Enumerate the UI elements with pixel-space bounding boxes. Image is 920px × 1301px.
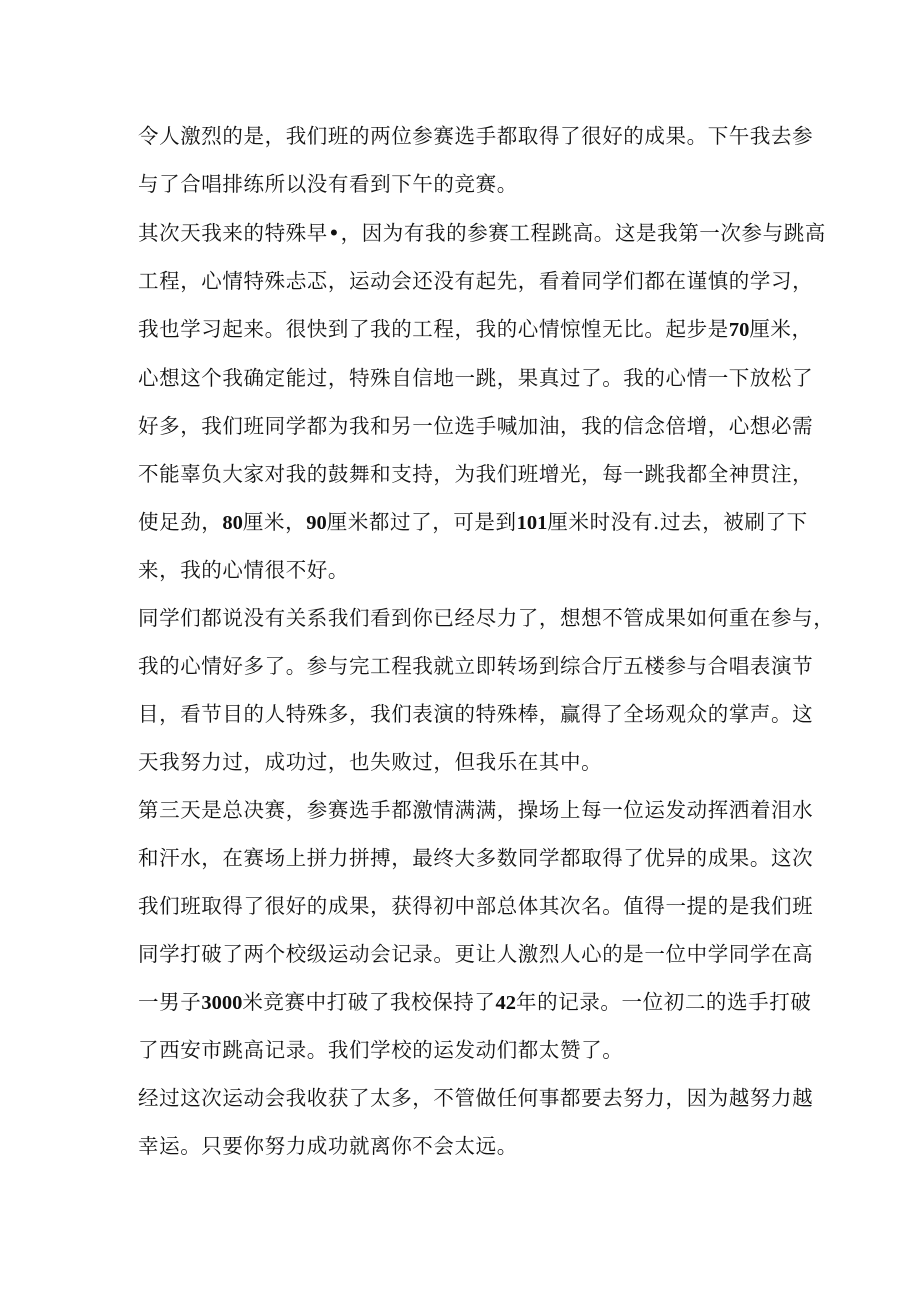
text-run: 幸运。只要你努力成功就离你不会太远。 xyxy=(138,1134,518,1158)
text-run: 我们班取得了很好的成果，获得初中部总体其次名。值得一提的是我们班 xyxy=(138,894,814,918)
text-run: 使足劲， xyxy=(138,510,223,534)
text-run: 了西安市跳高记录。我们学校的运发动们都太赞了。 xyxy=(138,1038,624,1062)
text-line xyxy=(138,1084,813,1112)
number-text: 70 xyxy=(728,319,750,341)
number-text: 90 xyxy=(306,512,327,534)
number-text: 80 xyxy=(222,512,243,534)
text-run: 厘米都过了，可是到 xyxy=(326,510,517,534)
text-line xyxy=(138,1036,623,1064)
text-line xyxy=(138,170,518,198)
text-run: 不能辜负大家对我的鼓舞和支持，为我们班增光，每一跳我都全神贯注， xyxy=(138,462,814,486)
text-run: 其次天我来的特殊早•，因为有我的参赛工程跳高。这是我第一次参与跳高 xyxy=(138,221,826,245)
text-run: 经过这次运动会我收获了太多，不管做任何事都要去努力，因为越努力越 xyxy=(138,1086,814,1110)
text-line xyxy=(138,844,813,872)
text-run: 我的心情好多了。参与完工程我就立即转场到综合厅五楼参与合唱表演节 xyxy=(138,654,814,678)
text-run: 心想这个我确定能过，特殊自信地一跳，果真过了。我的心情一下放松了 xyxy=(138,366,814,390)
text-run: 工程，心情特殊忐忑，运动会还没有起先，看着同学们都在谨慎的学习， xyxy=(138,269,814,293)
text-run: 厘米， xyxy=(749,317,813,341)
text-run: 天我努力过，成功过，也失败过，但我乐在其中。 xyxy=(138,750,603,774)
text-run: 第三天是总决赛，参赛选手都激情满满，操场上每一位运发动挥洒着泪水 xyxy=(138,798,814,822)
text-run: 好多，我们班同学都为我和另一位选手喊加油，我的信念倍增，心想必需 xyxy=(138,414,814,438)
text-run: 年的记录。一位初二的选手打破 xyxy=(516,990,812,1014)
text-line xyxy=(138,556,349,584)
text-line xyxy=(138,1132,518,1160)
text-line xyxy=(138,315,813,344)
number-text: 42 xyxy=(495,992,517,1014)
text-line xyxy=(138,940,813,968)
number-text: 101 xyxy=(516,512,548,534)
text-line xyxy=(138,796,813,824)
text-line xyxy=(138,412,813,440)
text-run: 同学们都说没有关系我们看到你已经尽力了，想想不管成果如何重在参与， xyxy=(138,606,835,630)
text-line xyxy=(138,988,811,1017)
text-run: 与了合唱排练所以没有看到下午的竞赛。 xyxy=(138,172,518,196)
text-line xyxy=(138,892,813,920)
text-run: 和汗水，在赛场上拼力拼搏，最终大多数同学都取得了优异的成果。这次 xyxy=(138,846,814,870)
text-run: 令人激烈的是，我们班的两位参赛选手都取得了很好的成果。下午我去参 xyxy=(138,124,814,148)
text-line xyxy=(138,122,813,150)
text-line xyxy=(138,508,808,537)
text-line xyxy=(138,700,813,728)
text-run: 厘米时没有.过去，被刷了下 xyxy=(547,510,808,534)
text-line xyxy=(138,267,813,295)
text-line xyxy=(138,219,826,247)
number-text: 3000 xyxy=(201,992,243,1014)
text-run: 同学打破了两个校级运动会记录。更让人激烈人心的是一位中学同学在高 xyxy=(138,942,814,966)
text-line xyxy=(138,748,602,776)
text-run: 目，看节目的人特殊多，我们表演的特殊棒，赢得了全场观众的掌声。这 xyxy=(138,702,814,726)
text-run: 来，我的心情很不好。 xyxy=(138,558,349,582)
text-run: 一男子 xyxy=(138,990,202,1014)
text-run: 米竞赛中打破了我校保持了 xyxy=(242,990,496,1014)
text-line xyxy=(138,460,813,488)
text-run: 厘米， xyxy=(242,510,307,534)
text-line xyxy=(138,364,813,392)
text-line xyxy=(138,604,834,632)
text-run: 我也学习起来。很快到了我的工程，我的心情惊惶无比。起步是 xyxy=(138,317,729,341)
text-line xyxy=(138,652,813,680)
